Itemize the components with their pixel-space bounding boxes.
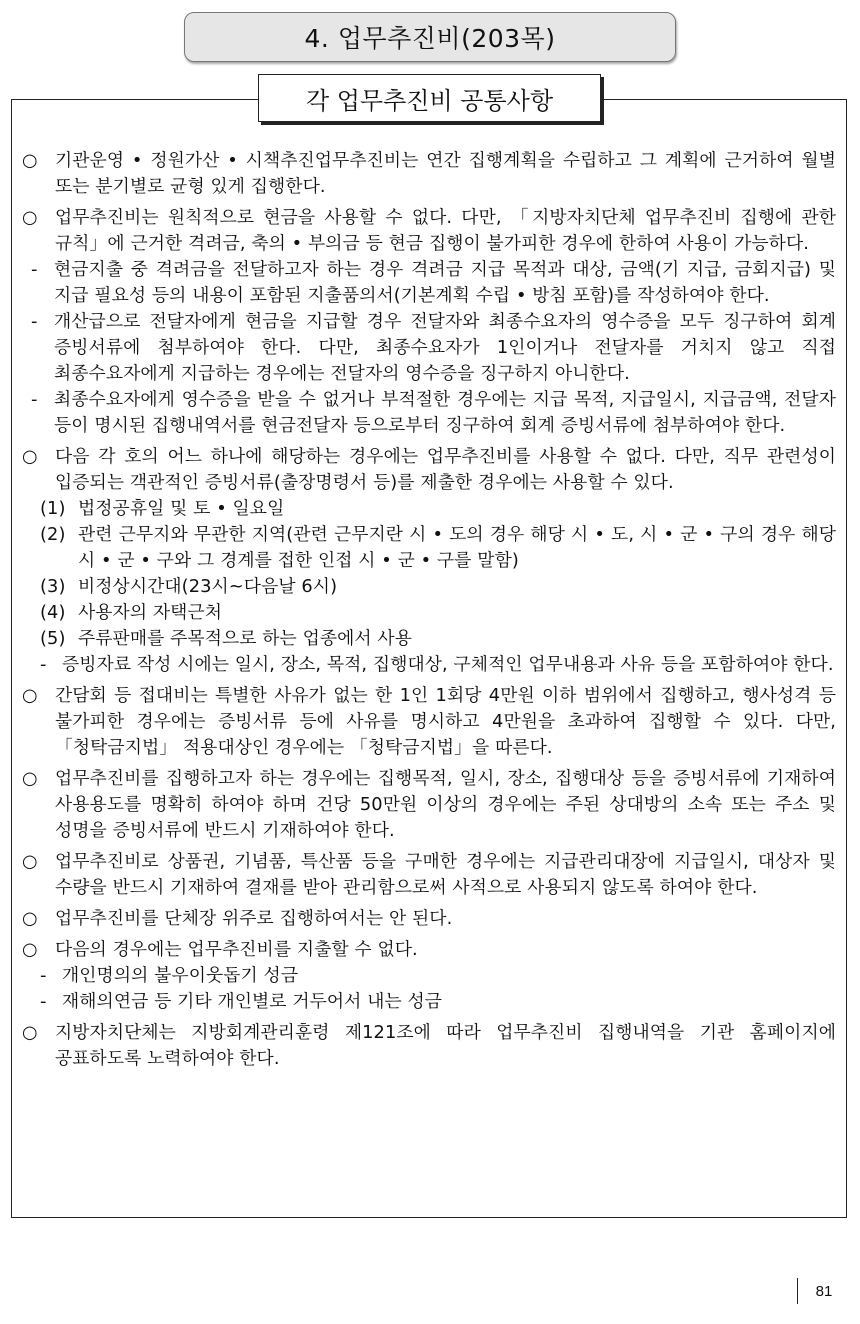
section-title: 각 업무추진비 공통사항 (258, 74, 601, 122)
sub-item (22, 989, 836, 1015)
circle-bullet: ○ (22, 939, 38, 960)
page-number: 81 (797, 1278, 850, 1304)
sub-item (22, 963, 836, 989)
paragraph-text: 업무추진비를 단체장 위주로 집행하여서는 안 된다. (55, 908, 453, 929)
numbered-item (22, 574, 836, 600)
dash-bullet: - (31, 259, 38, 280)
paragraph-text: 업무추진비는 원칙적으로 현금을 사용할 수 없다. 다만, 「지방자치단체 업무추진비 집행에 관한 규칙」에 근거한 격려금, 축의 • 부의금 등 현금 집행이 불가피한 경우에 한하여 사용이 가능하다. (55, 207, 836, 254)
sub-item-text: 최종수요자에게 영수증을 받을 수 없거나 부적절한 경우에는 지급 목적, 지급일시, 지급금액, 전달자 등이 명시된 집행내역서를 현금전달자 등으로부터 징구하여 회계 증빙서류에 첨부하여야 한다. (54, 389, 836, 436)
numbered-item (22, 522, 836, 574)
content-body (22, 148, 836, 1077)
circle-bullet: ○ (22, 768, 38, 789)
dash-bullet: - (31, 311, 38, 332)
sub-item (22, 257, 836, 309)
number-marker: (1) (40, 498, 66, 519)
number-marker: (3) (40, 576, 66, 597)
paragraph-text: 기관운영 • 정원가산 • 시책추진업무추진비는 연간 집행계획을 수립하고 그 계획에 근거하여 월별 또는 분기별로 균형 있게 집행한다. (55, 150, 836, 197)
paragraph-4 (22, 683, 836, 761)
circle-bullet: ○ (22, 150, 38, 171)
dash-bullet: - (31, 389, 38, 410)
paragraph-5 (22, 766, 836, 844)
paragraph-9 (22, 1020, 836, 1072)
paragraph-text: 다음의 경우에는 업무추진비를 지출할 수 없다. (55, 939, 418, 960)
numbered-item-text: 법정공휴일 및 토 • 일요일 (78, 498, 285, 519)
circle-bullet: ○ (22, 1022, 38, 1043)
sub-item-text: 개인명의의 불우이웃돕기 성금 (62, 965, 299, 986)
sub-item-text: 재해의연금 등 기타 개인별로 거두어서 내는 성금 (62, 991, 443, 1012)
paragraph-text: 간담회 등 접대비는 특별한 사유가 없는 한 1인 1회당 4만원 이하 범위에서 집행하고, 행사성격 등 불가피한 경우에는 증빙서류 등에 사유를 명시하고 4만원을 초과하여 집행할 수 있다. 다만, 「청탁금지법」 적용대상인 경우에는 「청탁금지법」을 따른다. (55, 685, 836, 758)
paragraph-text: 다음 각 호의 어느 하나에 해당하는 경우에는 업무추진비를 사용할 수 없다. 다만, 직무 관련성이 입증되는 객관적인 증빙서류(출장명령서 등)를 제출한 경우에는 사용할 수 있다. (55, 446, 836, 493)
paragraph-text: 업무추진비를 집행하고자 하는 경우에는 집행목적, 일시, 장소, 집행대상 등을 증빙서류에 기재하여 사용용도를 명확히 하여야 하며 건당 50만원 이상의 경우에는 주된 상대방의 소속 또는 주소 및 성명을 증빙서류에 반드시 기재하여야 한다. (55, 768, 836, 841)
paragraph-3 (22, 444, 836, 496)
paragraph-text: 업무추진비로 상품권, 기념품, 특산품 등을 구매한 경우에는 지급관리대장에 지급일시, 대상자 및 수량을 반드시 기재하여 결재를 받아 관리함으로써 사적으로 사용되지 않도록 하여야 한다. (55, 851, 836, 898)
circle-bullet: ○ (22, 685, 38, 706)
sub-item (22, 309, 836, 387)
sub-item (22, 387, 836, 439)
circle-bullet: ○ (22, 207, 38, 228)
chapter-title: 4. 업무추진비(203목) (184, 12, 676, 62)
number-marker: (4) (40, 602, 66, 623)
dash-bullet: - (40, 654, 47, 675)
numbered-item-text: 비정상시간대(23시~다음날 6시) (78, 576, 338, 597)
numbered-item-text: 관련 근무지와 무관한 지역(관련 근무지란 시 • 도의 경우 해당 시 • 도, 시 • 군 • 구의 경우 해당 시 • 군 • 구와 그 경계를 접한 인접 시 • 군 • 구를 말함) (78, 524, 836, 571)
dash-bullet: - (40, 991, 47, 1012)
paragraph-text: 지방자치단체는 지방회계관리훈령 제121조에 따라 업무추진비 집행내역을 기관 홈페이지에 공표하도록 노력하여야 한다. (55, 1022, 836, 1069)
sub-item-text: 증빙자료 작성 시에는 일시, 장소, 목적, 집행대상, 구체적인 업무내용과 사유 등을 포함하여야 한다. (62, 654, 834, 675)
numbered-item-text: 사용자의 자택근처 (78, 602, 222, 623)
circle-bullet: ○ (22, 446, 38, 467)
circle-bullet: ○ (22, 908, 38, 929)
dash-bullet: - (40, 965, 47, 986)
numbered-item (22, 626, 836, 652)
paragraph-8 (22, 937, 836, 963)
numbered-item (22, 600, 836, 626)
number-marker: (5) (40, 628, 66, 649)
paragraph-6 (22, 849, 836, 901)
paragraph-2 (22, 205, 836, 257)
paragraph-1 (22, 148, 836, 200)
numbered-item (22, 496, 836, 522)
paragraph-7 (22, 906, 836, 932)
number-marker: (2) (40, 524, 66, 545)
sub-item (22, 652, 836, 678)
sub-item-text: 현금지출 중 격려금을 전달하고자 하는 경우 격려금 지급 목적과 대상, 금액(기 지급, 금회지급) 및 지급 필요성 등의 내용이 포함된 지출품의서(기본계획 수립 • 방침 포함)를 작성하여야 한다. (54, 259, 836, 306)
numbered-item-text: 주류판매를 주목적으로 하는 업종에서 사용 (78, 628, 412, 649)
circle-bullet: ○ (22, 851, 38, 872)
sub-item-text: 개산급으로 전달자에게 현금을 지급할 경우 전달자와 최종수요자의 영수증을 모두 징구하여 회계 증빙서류에 첨부하여야 한다. 다만, 최종수요자가 1인이거나 전달자를 거치지 않고 직접 최종수요자에게 지급하는 경우에는 전달자의 영수증을 징구하지 아니한다. (54, 311, 836, 384)
